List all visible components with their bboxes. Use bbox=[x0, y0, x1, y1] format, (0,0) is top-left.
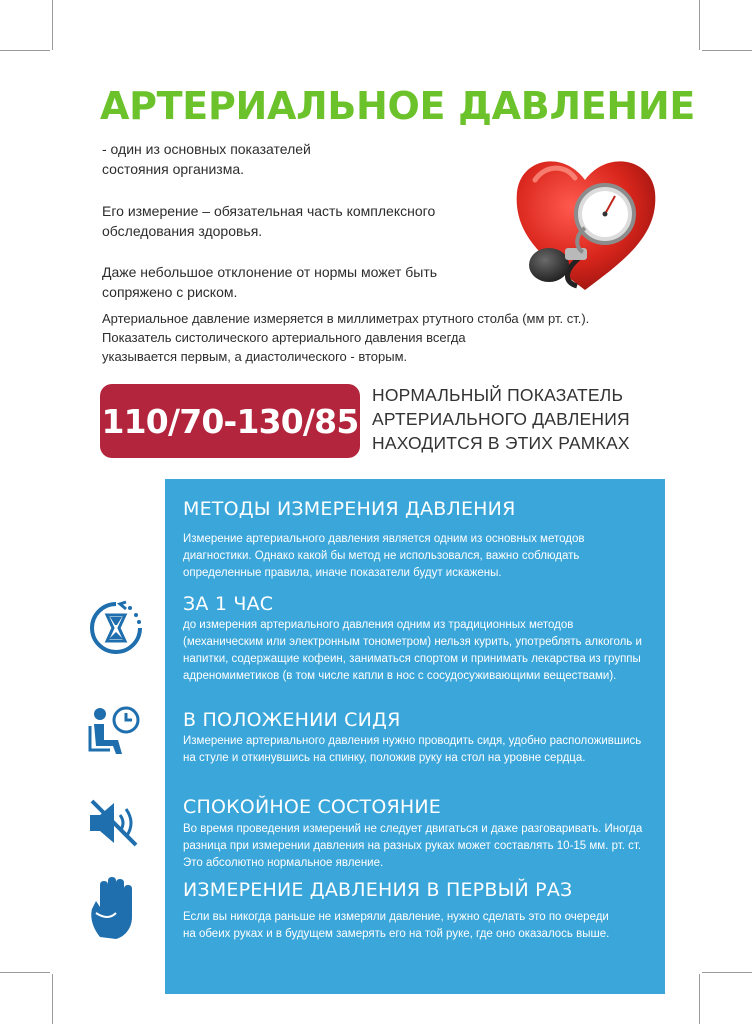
intro-note bbox=[102, 309, 682, 366]
intro-paragraph bbox=[102, 201, 532, 241]
intro-paragraph bbox=[102, 262, 532, 302]
intro-line: Даже небольшое отклонение от нормы может быть bbox=[102, 264, 438, 280]
section-heading: СПОКОЙНОЕ СОСТОЯНИЕ bbox=[183, 796, 442, 818]
section-text: Во время проведения измерений не следует двигаться и даже разговаривать. Иногда разница при измерении давления на разных руках может составлять 10-15 мм. рт. ст. Это абсолютно нормальное явление. bbox=[183, 823, 643, 869]
pressure-label-line: НАХОДИТСЯ В ЭТИХ РАМКАХ bbox=[372, 433, 630, 453]
crop-mark bbox=[52, 0, 53, 50]
pressure-label-line: НОРМАЛЬНЫЙ ПОКАЗАТЕЛЬ bbox=[372, 385, 624, 405]
section-text: Измерение артериального давления нужно проводить сидя, удобно расположившись на стуле и откинувшись на спинку, положив руку на стол на уровне сердца. bbox=[183, 735, 642, 764]
crop-mark bbox=[699, 974, 700, 1024]
section-heading: ЗА 1 ЧАС bbox=[183, 593, 274, 615]
crop-mark bbox=[702, 972, 752, 973]
intro-line: - один из основных показателей bbox=[102, 141, 311, 157]
crop-mark bbox=[699, 0, 700, 50]
methods-text: Измерение артериального давления является одним из основных методов диагностики. Однако какой бы метод не использовался, важно соблюдать определенные правила, иначе показатели будут искажены. bbox=[183, 533, 585, 579]
intro-paragraph bbox=[102, 139, 532, 179]
seated-person-clock-icon bbox=[86, 704, 146, 760]
section-text: до измерения артериального давления одним из традиционных методов (механическим или электронным тонометром) нельзя курить, употреблять алкоголь и напитки, содержащие кофеин, заниматься спортом и принимать лекарства из группы адреномиметиков (в том числе капли в нос с сосудосуживающими веществами). bbox=[183, 619, 642, 682]
section-heading: В ПОЛОЖЕНИИ СИДЯ bbox=[183, 709, 401, 731]
intro-note-line: Показатель систолического артериального давления всегда bbox=[102, 330, 466, 345]
intro-note-line: указывается первым, а диастолического - вторым. bbox=[102, 349, 408, 364]
crop-mark bbox=[0, 972, 50, 973]
muted-speaker-icon bbox=[86, 797, 142, 849]
heart-tonometer-icon bbox=[505, 140, 665, 300]
methods-heading: МЕТОДЫ ИЗМЕРЕНИЯ ДАВЛЕНИЯ bbox=[183, 498, 516, 520]
methods-panel bbox=[165, 479, 665, 994]
pressure-label-line: АРТЕРИАЛЬНОГО ДАВЛЕНИЯ bbox=[372, 409, 630, 429]
section-text: Если вы никогда раньше не измеряли давление, нужно сделать это по очереди на обеих руках и в будущем замерять его на той руке, где оно оказалось выше. bbox=[183, 911, 610, 940]
intro-line: сопряжено с риском. bbox=[102, 284, 238, 300]
crop-mark bbox=[0, 50, 50, 51]
intro-line: состояния организма. bbox=[102, 161, 245, 177]
normal-pressure-badge: 110/70-130/85 bbox=[100, 384, 360, 458]
intro-line: обследования здоровья. bbox=[102, 223, 263, 239]
intro-note-line: Артериальное давление измеряется в миллиметрах ртутного столба (мм рт. ст.). bbox=[102, 311, 590, 326]
section-heading: ИЗМЕРЕНИЕ ДАВЛЕНИЯ В ПЕРВЫЙ РАЗ bbox=[183, 879, 573, 901]
normal-pressure-label bbox=[372, 383, 672, 455]
hourglass-cycle-icon bbox=[86, 598, 146, 658]
hand-icon bbox=[86, 877, 136, 941]
crop-mark bbox=[702, 50, 752, 51]
crop-mark bbox=[52, 974, 53, 1024]
page-title: АРТЕРИАЛЬНОЕ ДАВЛЕНИЕ bbox=[100, 84, 696, 128]
intro-line: Его измерение – обязательная часть комплексного bbox=[102, 203, 436, 219]
